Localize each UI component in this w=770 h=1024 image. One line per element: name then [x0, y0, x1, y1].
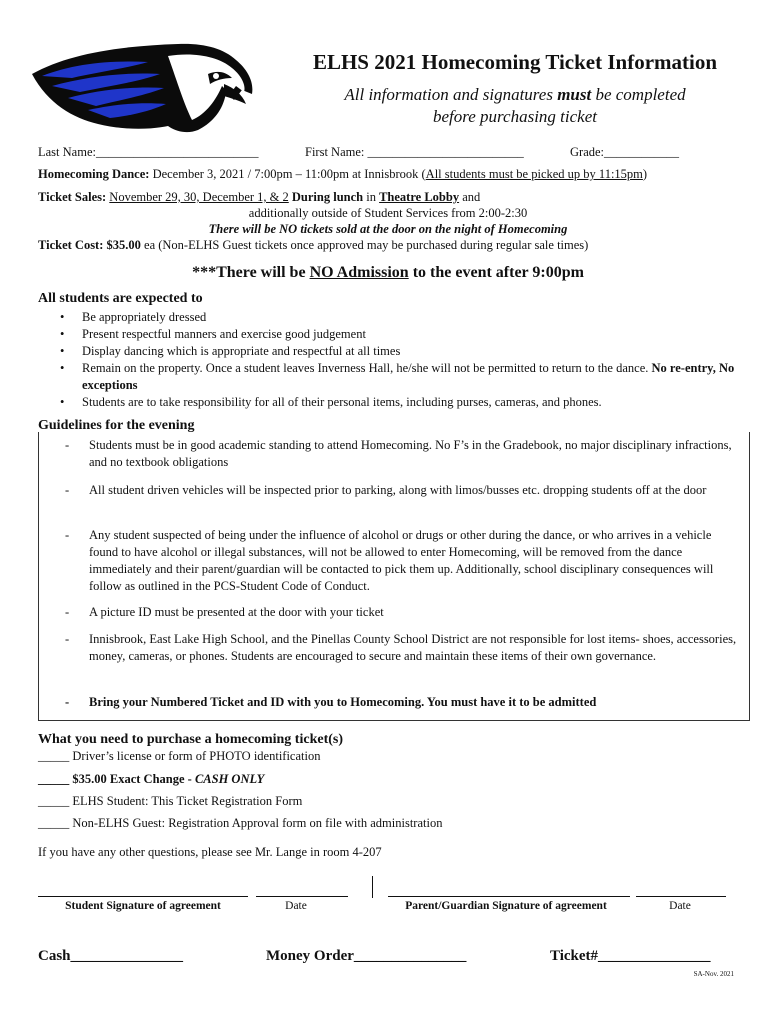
eagle-logo-icon — [28, 34, 258, 134]
list-item: • Present respectful manners and exercise good judgement — [38, 326, 748, 343]
last-name-field[interactable]: Last Name:__________________________ — [38, 145, 259, 159]
form-revision: SA-Nov. 2021 — [693, 970, 734, 978]
questions-note: If you have any other questions, please see Mr. Lange in room 4-207 — [38, 845, 382, 859]
expectations-list — [38, 309, 748, 411]
money-order-field[interactable]: Money Order_______________ — [266, 948, 467, 964]
sales-line2: additionally outside of Student Services from 2:00-2:30 — [248, 206, 528, 220]
cash-field[interactable]: Cash_______________ — [38, 948, 184, 964]
checkbox-blank[interactable]: _____ — [38, 794, 70, 808]
student-signature-label: Student Signature of agreement — [65, 900, 221, 912]
list-item: • Display dancing which is appropriate and respectful at all times — [38, 343, 748, 360]
student-signature-line[interactable] — [38, 896, 248, 897]
guidelines-box: - Students must be in good academic standing to attend Homecoming. No F’s in the Gradebook, no major disciplinary infractions, and no textbook obligations - All student driven vehicles will be inspected prior to parking, along with limos/busses etc. dropping students off at the door - Any student suspected of being under the influence of alcohol or drugs or other during the dance, or who arrives in a vehicle found to have alcohol or illegal substances, will not be allowed to enter Homecoming, will be removed from the dance immediately and their parent/guardian will be contacted to pick them up. Additionally, school disciplinary consequences will follow as outlined in the PCS-Student Code of Conduct. - A picture ID must be presented at the door with your ticket - Innisbrook, East Lake High School, and the Pinellas County School District are not responsible for lost items- shoes, accessories, money, cameras, or phones. Students are encouraged to secure and maintain these items of their own governance. - Bring your Numbered Ticket and ID with you to Homecoming. You must have it to be admitted — [38, 432, 750, 721]
list-item: • Students are to take responsibility for all of their personal items, including purses, cameras, and phones. — [38, 394, 748, 411]
page-title: ELHS 2021 Homecoming Ticket Information — [312, 50, 718, 74]
dance-info: Homecoming Dance: December 3, 2021 / 7:00pm – 11:00pm at Innisbrook (All students must be picked up by 11:15pm) — [38, 167, 648, 181]
no-admission-notice: ***There will be NO Admission to the event after 9:00pm — [192, 264, 584, 281]
page-subtitle: All information and signatures must be completed before purchasing ticket — [344, 85, 686, 126]
checkbox-blank[interactable]: _____ — [38, 749, 70, 763]
parent-signature-label: Parent/Guardian Signature of agreement — [405, 900, 607, 912]
needs-heading: What you need to purchase a homecoming ticket(s) — [38, 732, 344, 747]
need-registration-form: _____ ELHS Student: This Ticket Registration Form — [38, 794, 303, 808]
expectations-heading: All students are expected to — [38, 291, 203, 306]
parent-signature-line[interactable] — [388, 896, 630, 897]
student-date-label: Date — [285, 900, 307, 912]
student-date-line[interactable] — [256, 896, 348, 897]
list-item: • Be appropriately dressed — [38, 309, 748, 326]
need-photo-id: _____ Driver’s license or form of PHOTO identification — [38, 749, 321, 763]
sales-info: Ticket Sales: November 29, 30, December 1, & 2 During lunch in Theatre Lobby and — [38, 190, 481, 204]
ticket-number-field[interactable]: Ticket#_______________ — [550, 948, 711, 964]
checkbox-blank[interactable]: _____ — [38, 816, 70, 830]
first-name-field[interactable]: First Name: _________________________ — [305, 145, 524, 159]
parent-date-line[interactable] — [636, 896, 726, 897]
need-guest-approval: _____ Non-ELHS Guest: Registration Approval form on file with administration — [38, 816, 443, 830]
signature-divider — [372, 876, 373, 898]
guidelines-heading: Guidelines for the evening — [38, 418, 195, 433]
ticket-cost: Ticket Cost: $35.00 ea (Non-ELHS Guest tickets once approved may be purchased during regular sale times) — [38, 238, 589, 252]
need-exact-change: _____ $35.00 Exact Change - CASH ONLY — [38, 772, 265, 786]
no-door-sales: There will be NO tickets sold at the door on the night of Homecoming — [208, 222, 568, 236]
parent-date-label: Date — [669, 900, 691, 912]
list-item: • Remain on the property. Once a student leaves Inverness Hall, he/she will not be permitted to return to the dance. No re-entry, No exceptions — [38, 360, 748, 394]
grade-field[interactable]: Grade:____________ — [570, 145, 680, 159]
checkbox-blank[interactable]: _____ — [38, 772, 70, 786]
